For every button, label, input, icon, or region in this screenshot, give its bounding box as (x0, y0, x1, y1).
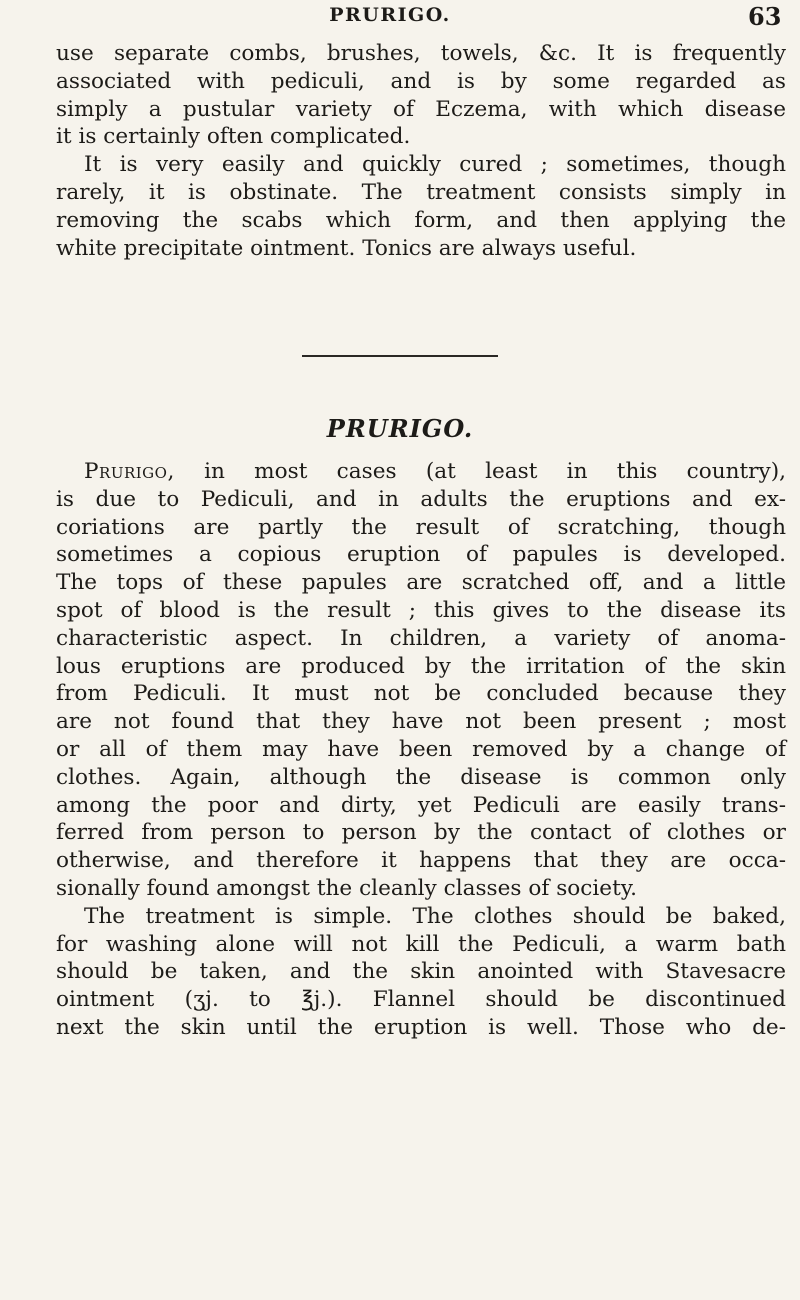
text-line: ferred from person to person by the contact of clothes or (56, 820, 786, 846)
text-line: rarely, it is obstinate. The treatment consists simply in (56, 179, 786, 205)
text-line (56, 458, 786, 486)
page-number: 63 (748, 2, 782, 31)
text-line: The tops of these papules are scratched off, and a little (56, 570, 786, 596)
text-line: from Pediculi. It must not be concluded because they (56, 681, 786, 707)
text-fragment: in most cases (at least in this country), (174, 459, 786, 484)
text-line: next the skin until the eruption is well. Those who de- (56, 1014, 786, 1040)
text-line: white precipitate ointment. Tonics are always useful. (56, 235, 637, 261)
text-line: clothes. Again, although the disease is common only (56, 764, 786, 790)
text-line: ointment (ʒj. to ℥j.). Flannel should be discontinued (56, 987, 786, 1013)
section-title: PRURIGO. (326, 414, 474, 443)
paragraph-prurigo (56, 458, 786, 903)
paragraph-prurigo-treatment (56, 903, 786, 1042)
text-line: it is certainly often complicated. (56, 124, 411, 150)
text-line: characteristic aspect. In children, a variety of anoma- (56, 625, 786, 651)
text-line: associated with pediculi, and is by some regarded as (56, 68, 786, 94)
running-title: PRURIGO. (329, 4, 451, 26)
text-line: sometimes a copious eruption of papules is developed. (56, 542, 786, 568)
text-line: among the poor and dirty, yet Pediculi are easily trans- (56, 792, 786, 818)
text-line: removing the scabs which form, and then applying the (56, 207, 786, 233)
text-line: It is very easily and quickly cured ; sometimes, though (84, 152, 786, 178)
text-line: use separate combs, brushes, towels, &c. It is frequently (56, 41, 786, 66)
continued-section (56, 40, 786, 262)
running-head (0, 4, 800, 34)
text-line: are not found that they have not been present ; most (56, 709, 786, 735)
paragraph-continued (56, 40, 786, 151)
text-line: or all of them may have been removed by a change of (56, 736, 786, 762)
text-line: sionally found amongst the cleanly classes of society. (56, 875, 637, 901)
text-line: simply a pustular variety of Eczema, with which disease (56, 96, 786, 122)
text-line: otherwise, and therefore it happens that they are occa- (56, 848, 786, 874)
text-line: is due to Pediculi, and in adults the eruptions and ex- (56, 486, 786, 512)
text-line: should be taken, and the skin anointed with Stavesacre (56, 959, 786, 985)
text-line: spot of blood is the result ; this gives to the disease its (56, 597, 786, 623)
text-line: coriations are partly the result of scratching, though (56, 514, 786, 540)
paragraph-treatment (56, 151, 786, 262)
text-line: The treatment is simple. The clothes should be baked, (84, 903, 786, 929)
lead-word: Prurigo, (84, 459, 175, 484)
text-line: for washing alone will not kill the Pediculi, a warm bath (56, 931, 786, 957)
section-divider (302, 355, 498, 357)
text-line: lous eruptions are produced by the irritation of the skin (56, 653, 786, 679)
prurigo-section (56, 458, 786, 1042)
